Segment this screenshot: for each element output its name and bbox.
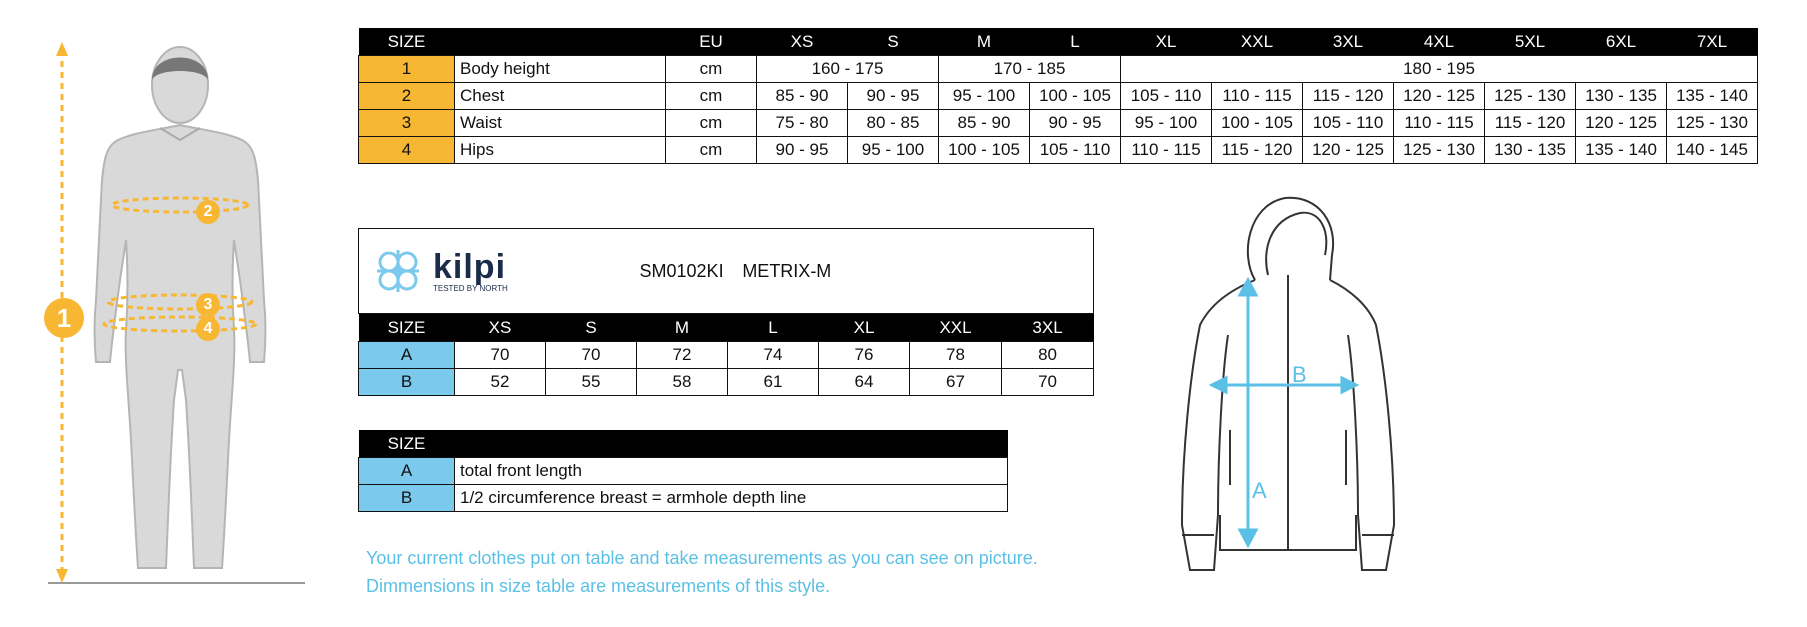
measurement-legend-table xyxy=(358,430,1008,512)
value-cell: 52 xyxy=(455,369,546,396)
marker-2 xyxy=(196,200,220,224)
value-cell: 110 - 115 xyxy=(1121,137,1212,164)
product-name-cell xyxy=(546,229,1094,314)
legend-row-b xyxy=(359,485,1008,512)
legend-description: total front length xyxy=(455,458,1008,485)
value-cell: 100 - 105 xyxy=(939,137,1030,164)
value-cell: 70 xyxy=(1002,369,1094,396)
header-cell: L xyxy=(728,314,819,342)
row-number: 3 xyxy=(359,110,455,137)
header-cell: 5XL xyxy=(1485,28,1576,56)
header-cell: 3XL xyxy=(1303,28,1394,56)
value-cell: 55 xyxy=(546,369,637,396)
header-cell: XXL xyxy=(1212,28,1303,56)
header-cell xyxy=(455,430,1008,458)
value-cell: 110 - 115 xyxy=(1394,110,1485,137)
value-cell: 78 xyxy=(910,342,1002,369)
logo-wordmark: kilpi xyxy=(433,247,507,286)
value-cell: 90 - 95 xyxy=(848,83,939,110)
value-cell: 160 - 175 xyxy=(757,56,939,83)
value-cell: 67 xyxy=(910,369,1002,396)
unit-cell: cm xyxy=(666,137,757,164)
value-cell: 75 - 80 xyxy=(757,110,848,137)
value-cell: 95 - 100 xyxy=(848,137,939,164)
marker-4 xyxy=(196,317,220,341)
table-row-hips xyxy=(359,137,1758,164)
value-cell: 58 xyxy=(637,369,728,396)
value-cell: 105 - 110 xyxy=(1303,110,1394,137)
header-cell: M xyxy=(939,28,1030,56)
value-cell: 105 - 110 xyxy=(1121,83,1212,110)
value-cell: 70 xyxy=(546,342,637,369)
value-cell: 95 - 100 xyxy=(1121,110,1212,137)
row-number: 1 xyxy=(359,56,455,83)
row-label: Body height xyxy=(455,56,666,83)
value-cell: 135 - 140 xyxy=(1667,83,1758,110)
value-cell: 180 - 195 xyxy=(1121,56,1758,83)
row-label: Chest xyxy=(455,83,666,110)
table-row-b xyxy=(359,369,1094,396)
value-cell: 80 - 85 xyxy=(848,110,939,137)
jacket-label-a: A xyxy=(1252,478,1267,503)
logo-tagline: TESTED BY NORTH xyxy=(433,283,508,293)
note-line-2: Dimmensions in size table are measurements of this style. xyxy=(366,576,831,596)
table-row-a xyxy=(359,342,1094,369)
value-cell: 72 xyxy=(637,342,728,369)
marker-1-label: 1 xyxy=(56,303,72,333)
value-cell: 61 xyxy=(728,369,819,396)
header-cell: XL xyxy=(819,314,910,342)
value-cell: 100 - 105 xyxy=(1212,110,1303,137)
value-cell: 115 - 120 xyxy=(1303,83,1394,110)
value-cell: 120 - 125 xyxy=(1303,137,1394,164)
note-line-1: Your current clothes put on table and take measurements as you can see on picture. xyxy=(366,548,1038,568)
header-cell: SIZE xyxy=(359,28,455,56)
size-chart-header-row xyxy=(359,28,1758,56)
value-cell: 115 - 120 xyxy=(1485,110,1576,137)
row-label: B xyxy=(359,485,455,512)
value-cell: 135 - 140 xyxy=(1576,137,1667,164)
marker-2-label: 2 xyxy=(203,203,213,220)
size-chart-table xyxy=(358,28,1758,164)
row-number: 4 xyxy=(359,137,455,164)
legend-header-row xyxy=(359,430,1008,458)
row-label: Hips xyxy=(455,137,666,164)
product-size-table xyxy=(358,228,1094,396)
table-row-chest xyxy=(359,83,1758,110)
header-cell: XXL xyxy=(910,314,1002,342)
value-cell: 130 - 135 xyxy=(1485,137,1576,164)
header-cell: SIZE xyxy=(359,314,455,342)
value-cell: 76 xyxy=(819,342,910,369)
marker-1 xyxy=(44,298,84,338)
value-cell: 85 - 90 xyxy=(757,83,848,110)
value-cell: 64 xyxy=(819,369,910,396)
value-cell: 74 xyxy=(728,342,819,369)
row-label: Waist xyxy=(455,110,666,137)
value-cell: 95 - 100 xyxy=(939,83,1030,110)
header-cell: XL xyxy=(1121,28,1212,56)
header-cell: 3XL xyxy=(1002,314,1094,342)
row-label: B xyxy=(359,369,455,396)
value-cell: 110 - 115 xyxy=(1212,83,1303,110)
value-cell: 80 xyxy=(1002,342,1094,369)
product-title-row xyxy=(359,229,1094,314)
value-cell: 105 - 110 xyxy=(1030,137,1121,164)
value-cell: 90 - 95 xyxy=(1030,110,1121,137)
header-cell: 6XL xyxy=(1576,28,1667,56)
value-cell: 125 - 130 xyxy=(1394,137,1485,164)
value-cell: 70 xyxy=(455,342,546,369)
kilpi-knot-icon xyxy=(369,242,427,300)
legend-row-a xyxy=(359,458,1008,485)
header-cell xyxy=(455,28,666,56)
header-cell: XS xyxy=(757,28,848,56)
jacket-illustration xyxy=(1160,195,1410,580)
marker-4-label: 4 xyxy=(203,320,213,337)
marker-3 xyxy=(196,293,220,317)
value-cell: 90 - 95 xyxy=(757,137,848,164)
header-cell: 7XL xyxy=(1667,28,1758,56)
header-cell: M xyxy=(637,314,728,342)
value-cell: 85 - 90 xyxy=(939,110,1030,137)
header-cell: SIZE xyxy=(359,430,455,458)
value-cell: 115 - 120 xyxy=(1212,137,1303,164)
row-number: 2 xyxy=(359,83,455,110)
header-cell: XS xyxy=(455,314,546,342)
unit-cell: cm xyxy=(666,83,757,110)
header-cell: S xyxy=(546,314,637,342)
marker-3-label: 3 xyxy=(203,296,213,313)
value-cell: 125 - 130 xyxy=(1485,83,1576,110)
value-cell: 130 - 135 xyxy=(1576,83,1667,110)
product-header-row xyxy=(359,314,1094,342)
row-label: A xyxy=(359,458,455,485)
row-label: A xyxy=(359,342,455,369)
unit-cell: cm xyxy=(666,56,757,83)
value-cell: 140 - 145 xyxy=(1667,137,1758,164)
value-cell: 100 - 105 xyxy=(1030,83,1121,110)
header-cell: S xyxy=(848,28,939,56)
value-cell: 120 - 125 xyxy=(1394,83,1485,110)
unit-cell: cm xyxy=(666,110,757,137)
product-name: METRIX-M xyxy=(742,260,832,281)
table-row-waist xyxy=(359,110,1758,137)
product-code: SM0102KI xyxy=(639,260,724,281)
jacket-label-b: B xyxy=(1292,362,1307,387)
brand-logo xyxy=(359,229,546,314)
value-cell: 120 - 125 xyxy=(1576,110,1667,137)
table-row-body-height xyxy=(359,56,1758,83)
header-cell: L xyxy=(1030,28,1121,56)
header-cell: EU xyxy=(666,28,757,56)
value-cell: 170 - 185 xyxy=(939,56,1121,83)
value-cell: 125 - 130 xyxy=(1667,110,1758,137)
header-cell: 4XL xyxy=(1394,28,1485,56)
legend-description: 1/2 circumference breast = armhole depth line xyxy=(455,485,1008,512)
